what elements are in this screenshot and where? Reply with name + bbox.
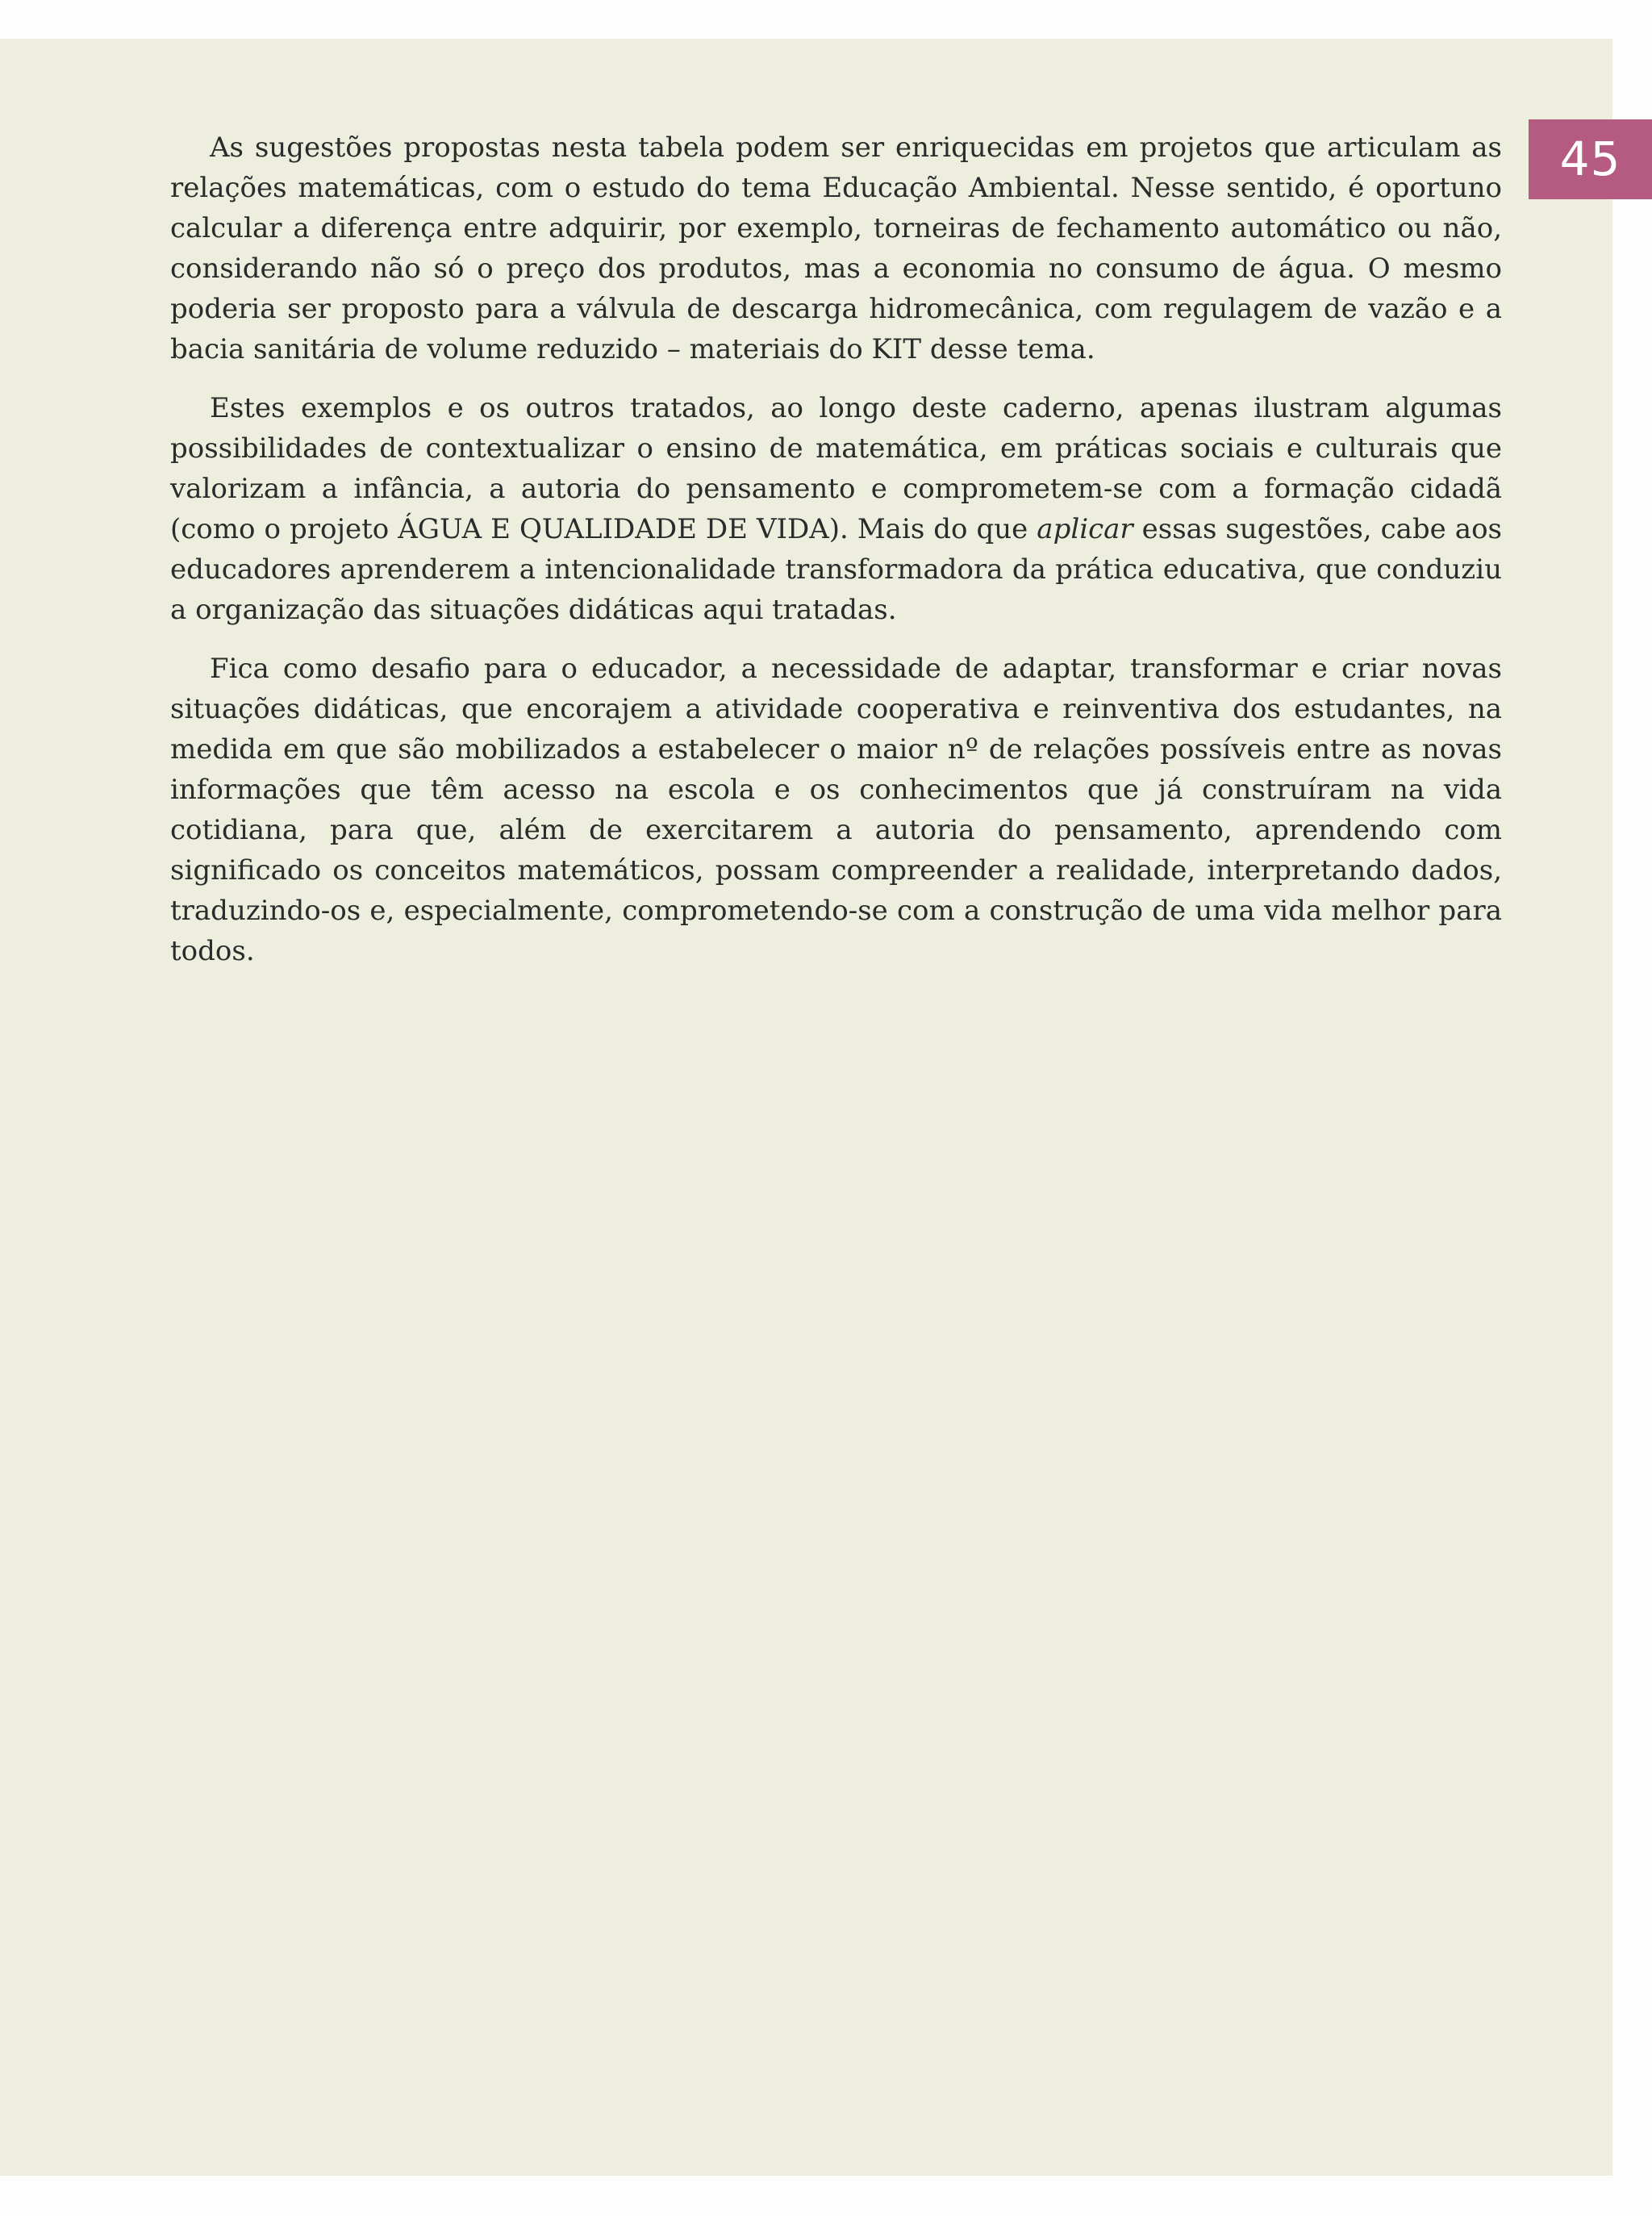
- paragraph-1: As sugestões propostas nesta tabela podem ser enriquecidas em projetos que articulam as relações matemáticas, com o estudo do tema Educação Ambiental. Nesse sentido, é oportuno calcular a diferença entre adquirir, por exemplo, torneiras de fechamento automático ou não, considerando não só o preço dos produtos, mas a economia no consumo de água. O mesmo poderia ser proposto para a válvula de descarga hidromecânica, com regulagem de vazão e a bacia sanitária de volume reduzido – materiais do KIT desse tema.: [170, 131, 1502, 365]
- paragraph-2-text-start: Estes exemplos e os outros tratados, ao longo deste caderno, apenas ilustram algumas possibilidades de contextualizar o ensino de matemática, em práticas sociais e culturais que valorizam a infância, a autoria do pensamento e comprometem-se com a formação cidadã (como o projeto ÁGUA E QUALIDADE DE VIDA). Mais do que: [170, 392, 1502, 545]
- paragraph-2-italic-word: aplicar: [1037, 513, 1133, 545]
- text-body: [170, 127, 1502, 990]
- page-number: 45: [1559, 131, 1621, 186]
- paragraph-2: [170, 388, 1502, 630]
- paragraph-2-text-end: essas sugestões, cabe aos educadores aprenderem a intencionalidade transformadora da prática educativa, que conduziu a organização das situações didáticas aqui tratadas.: [170, 513, 1502, 626]
- paragraph-3: Fica como desafio para o educador, a necessidade de adaptar, transformar e criar novas situações didáticas, que encorajem a atividade cooperativa e reinventiva dos estudantes, na medida em que são mobilizados a estabelecer o maior nº de relações possíveis entre as novas informações que têm acesso na escola e os conhecimentos que já construíram na vida cotidiana, para que, além de exercitarem a autoria do pensamento, aprendendo com significado os conceitos matemáticos, possam compreender a realidade, interpretando dados, traduzindo-os e, especialmente, comprometendo-se com a construção de uma vida melhor para todos.: [170, 653, 1502, 967]
- page-number-badge: [1529, 119, 1652, 199]
